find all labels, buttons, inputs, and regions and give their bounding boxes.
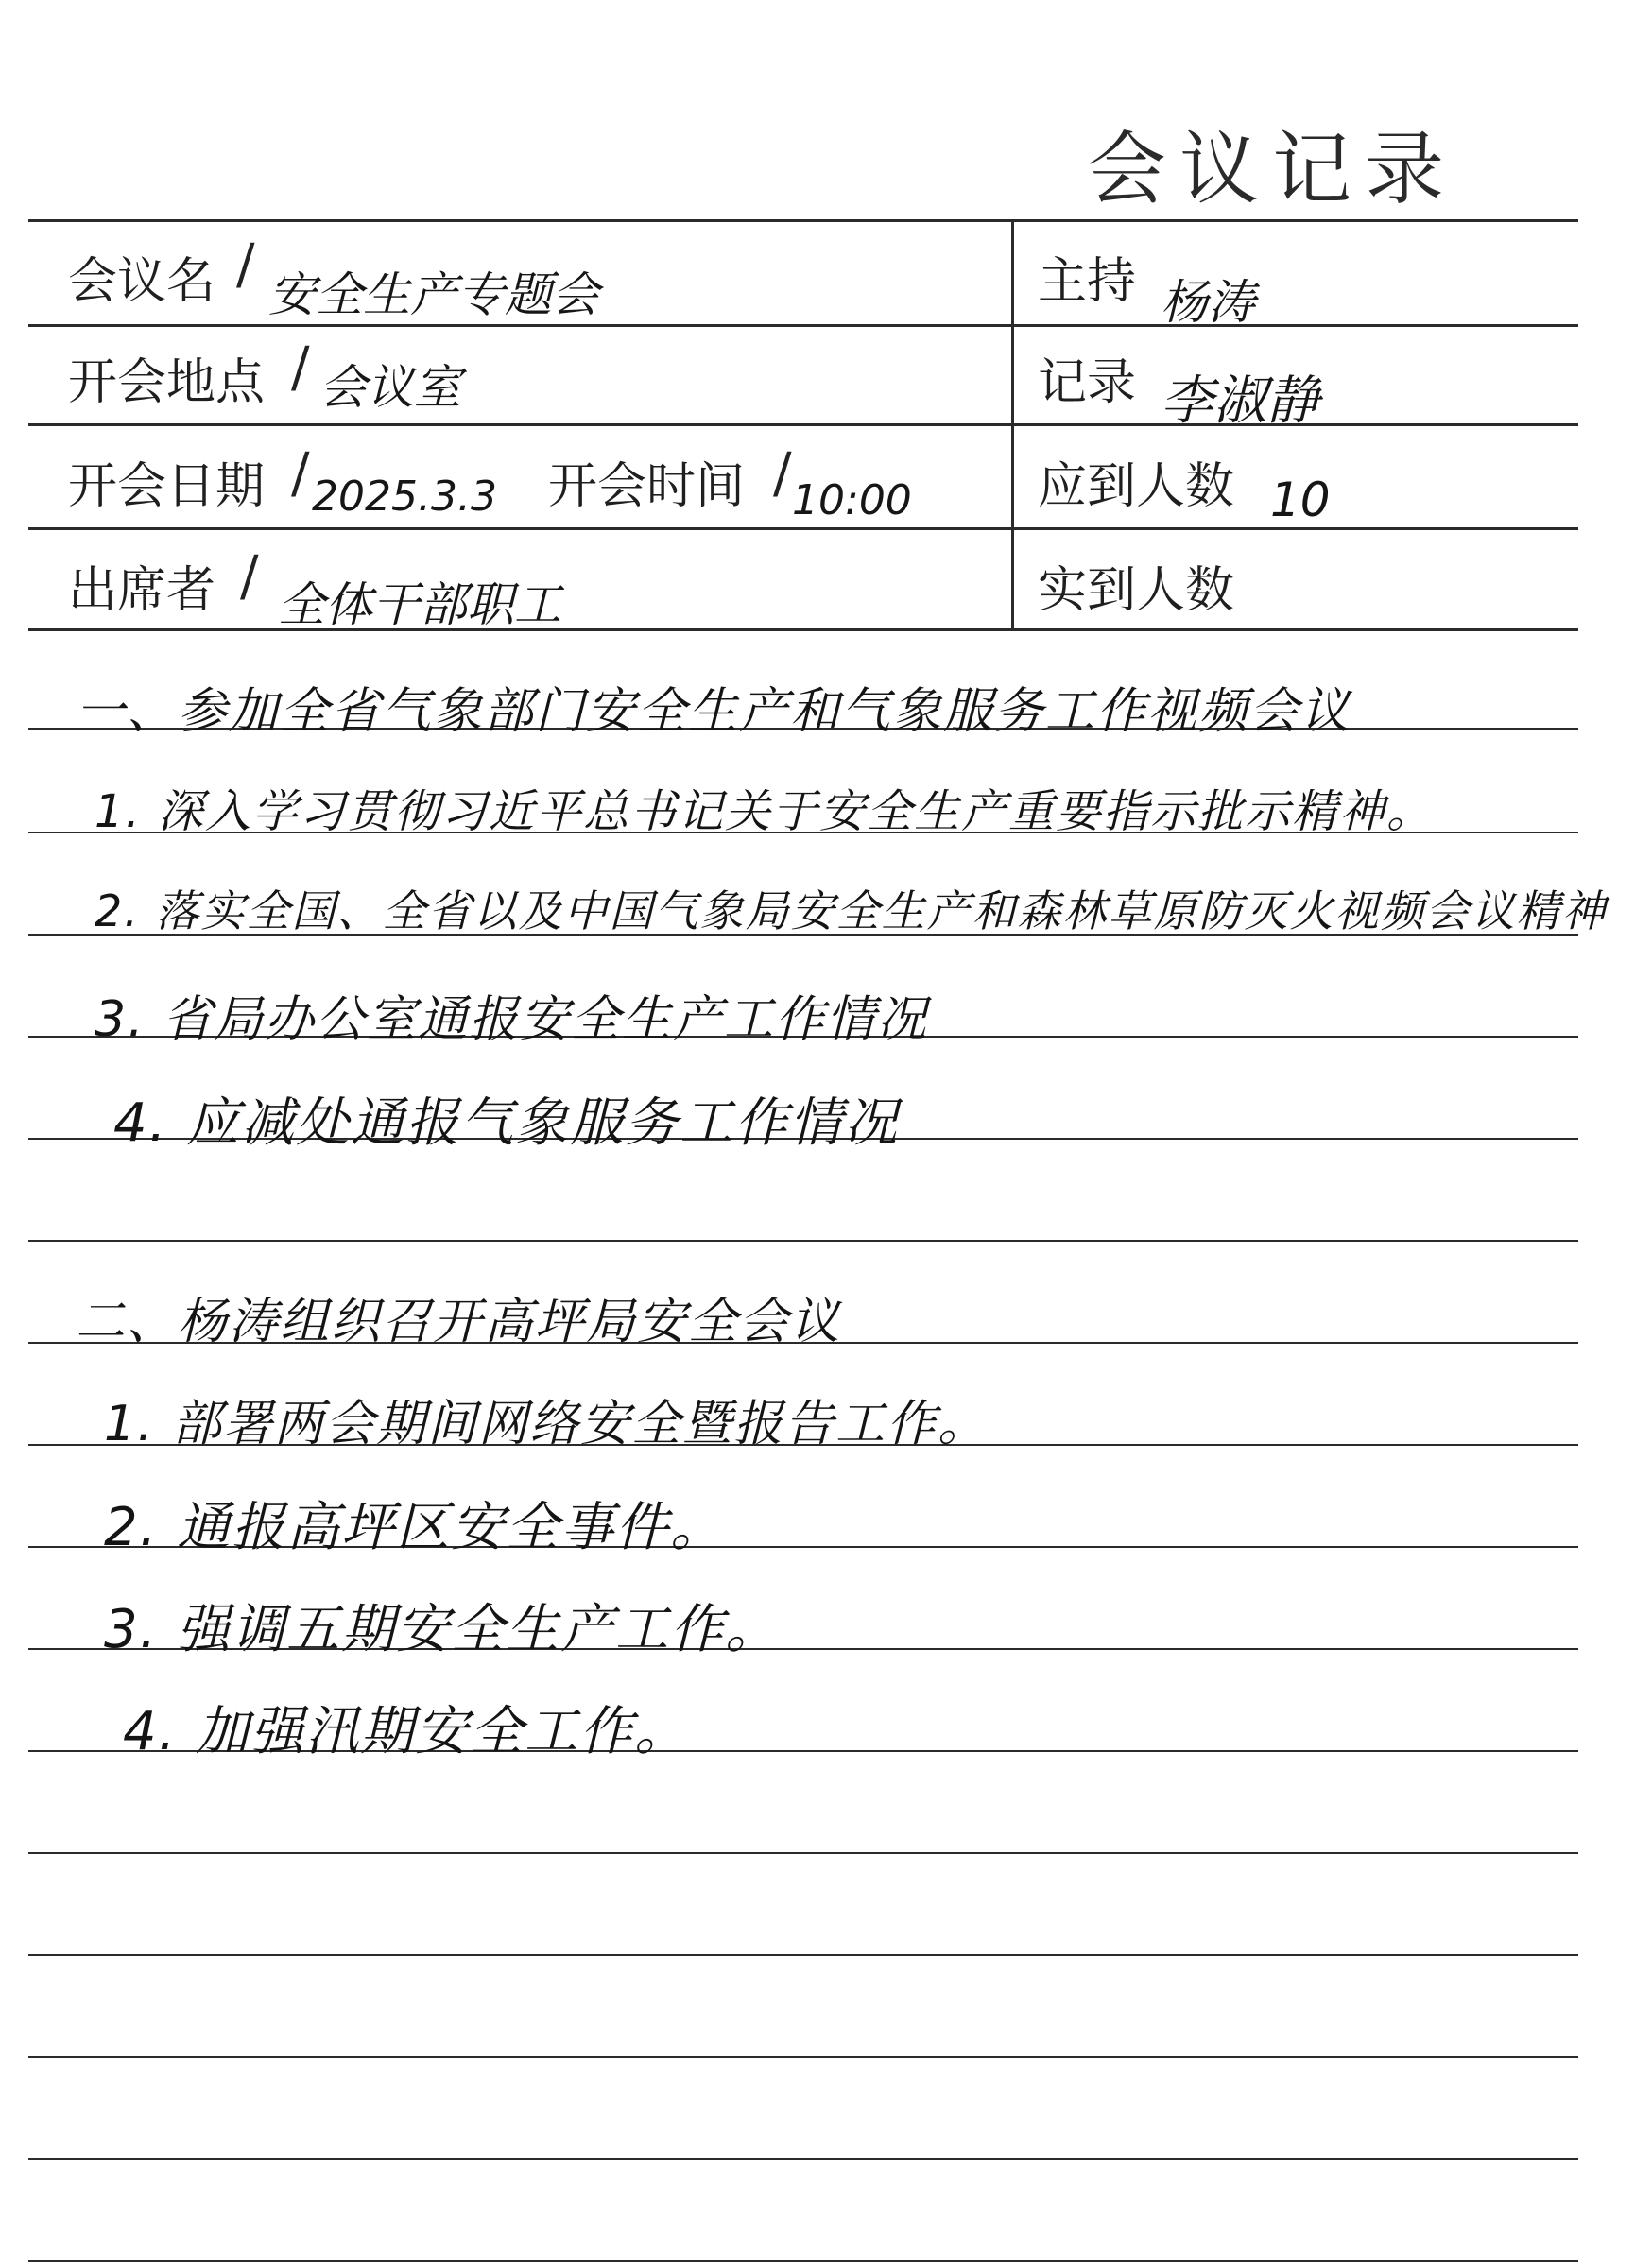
body-line-item-2-3: 3. 强调五期安全生产工作。 [104,1599,781,1660]
body-line-section-2: 二、杨涛组织召开高坪局安全会议 [76,1294,842,1350]
table-column-divider [1011,219,1014,629]
ruled-line [28,1852,1578,1854]
table-rule-3 [28,527,1578,530]
separator-slash: / [773,440,792,505]
time-label: 开会时间 [548,458,746,515]
separator-slash: / [291,335,310,399]
recorder-value: 李淑静 [1161,370,1319,432]
meeting-name-label: 会议名 [68,253,216,310]
table-rule-2 [28,423,1578,426]
meeting-name-value: 安全生产专题会 [268,267,599,322]
location-label: 开会地点 [68,354,266,411]
body-line-item-1-4: 4. 应减处通报气象服务工作情况 [113,1092,900,1154]
separator-slash: / [236,232,255,296]
separator-slash: / [291,440,310,505]
page-title: 会议记录 [1087,123,1458,215]
attendees-value: 全体干部职工 [278,577,561,632]
body-line-item-1-3: 3. 省局办公室通报安全生产工作情况 [95,991,929,1048]
ruled-line [28,2260,1578,2262]
body-line-section-1: 一、参加全省气象部门安全生产和气象服务工作视频会议 [76,683,1352,740]
body-line-item-1-2: 2. 落实全国、全省以及中国气象局安全生产和森林草原防灭火视频会议精神 [95,885,1608,936]
date-value: 2025.3.3 [312,472,497,521]
table-bottom-rule [28,628,1578,631]
ruled-line [28,2056,1578,2058]
expected-count-value: 10 [1270,472,1331,527]
body-line-item-2-4: 4. 加强汛期安全工作。 [123,1701,690,1762]
location-value: 会议室 [319,360,461,415]
separator-slash: / [240,543,259,608]
host-label: 主持 [1038,253,1137,310]
time-value: 10:00 [792,476,912,524]
table-rule-1 [28,324,1578,327]
actual-count-label: 实到人数 [1038,562,1235,619]
expected-count-label: 应到人数 [1038,458,1235,515]
body-line-item-2-1: 1. 部署两会期间网络安全暨报告工作。 [104,1396,989,1452]
recorder-label: 记录 [1038,354,1137,411]
table-top-rule [28,219,1578,222]
attendees-label: 出席者 [68,562,216,619]
date-label: 开会日期 [68,458,266,515]
ruled-line [28,1240,1578,1242]
body-line-item-2-2: 2. 通报高坪区安全事件。 [104,1497,726,1558]
ruled-line [28,2158,1578,2160]
body-line-item-1-1: 1. 深入学习贯彻习近平总书记关于安全生产重要指示批示精神。 [95,785,1435,838]
host-value: 杨涛 [1161,275,1255,330]
ruled-line [28,1954,1578,1956]
